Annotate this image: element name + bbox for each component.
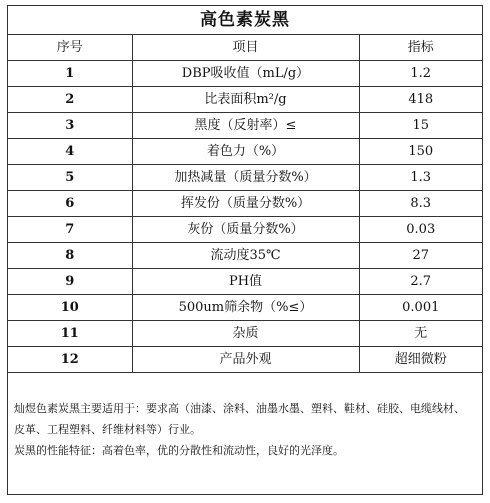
table-row [8,139,482,165]
header-value: 指标 [359,35,482,61]
row-no: 1 [8,61,132,87]
header-no: 序号 [8,35,132,61]
row-value: 1.2 [359,61,482,87]
row-value: 8.3 [359,191,482,217]
row-no: 6 [8,191,132,217]
row-item: 黑度（反射率）≤ [132,113,359,139]
row-value: 150 [359,139,482,165]
row-no: 2 [8,87,132,113]
row-item: 杂质 [132,321,359,347]
row-value: 1.3 [359,165,482,191]
row-value: 418 [359,87,482,113]
table-title-row [8,6,482,35]
row-value: 27 [359,243,482,269]
row-value: 0.03 [359,217,482,243]
spec-sheet [7,5,483,495]
row-no: 9 [8,269,132,295]
table-row [8,87,482,113]
row-item: 着色力（%） [132,139,359,165]
table-row [8,347,482,373]
notes-section [14,398,474,461]
table-row [8,61,482,87]
row-item: 加热减量（质量分数%） [132,165,359,191]
row-item: DBP吸收值（mL/g） [132,61,359,87]
table-row [8,269,482,295]
row-no: 5 [8,165,132,191]
application-note: 灿煜色素炭黑主要适用于：要求高（油漆、涂料、油墨水墨、塑料、鞋材、硅胶、电缆线材、皮革、工程塑料、纤维材料等）行业。 [14,402,465,436]
table-row [8,321,482,347]
row-item: 产品外观 [132,347,359,373]
row-item: 灰份（质量分数%） [132,217,359,243]
table-row [8,191,482,217]
row-value: 2.7 [359,269,482,295]
row-item: 流动度35℃ [132,243,359,269]
row-no: 8 [8,243,132,269]
row-value: 无 [359,321,482,347]
table-row [8,295,482,321]
row-no: 7 [8,217,132,243]
row-no: 4 [8,139,132,165]
row-value: 15 [359,113,482,139]
row-no: 11 [8,321,132,347]
row-item: 挥发份（质量分数%） [132,191,359,217]
header-item: 项目 [132,35,359,61]
table-row [8,165,482,191]
row-value: 超细微粉 [359,347,482,373]
spec-table [8,6,482,373]
table-header-row [8,35,482,61]
table-title: 高色素炭黑 [8,6,482,35]
row-item: PH值 [132,269,359,295]
table-row [8,243,482,269]
table-row [8,113,482,139]
row-item: 500um筛余物（%≤） [132,295,359,321]
table-row [8,217,482,243]
row-no: 10 [8,295,132,321]
row-no: 3 [8,113,132,139]
performance-note: 炭黑的性能特征：高着色率，优的分散性和流动性，良好的光泽度。 [14,444,344,457]
row-value: 0.001 [359,295,482,321]
row-no: 12 [8,347,132,373]
row-item: 比表面积m²/g [132,87,359,113]
